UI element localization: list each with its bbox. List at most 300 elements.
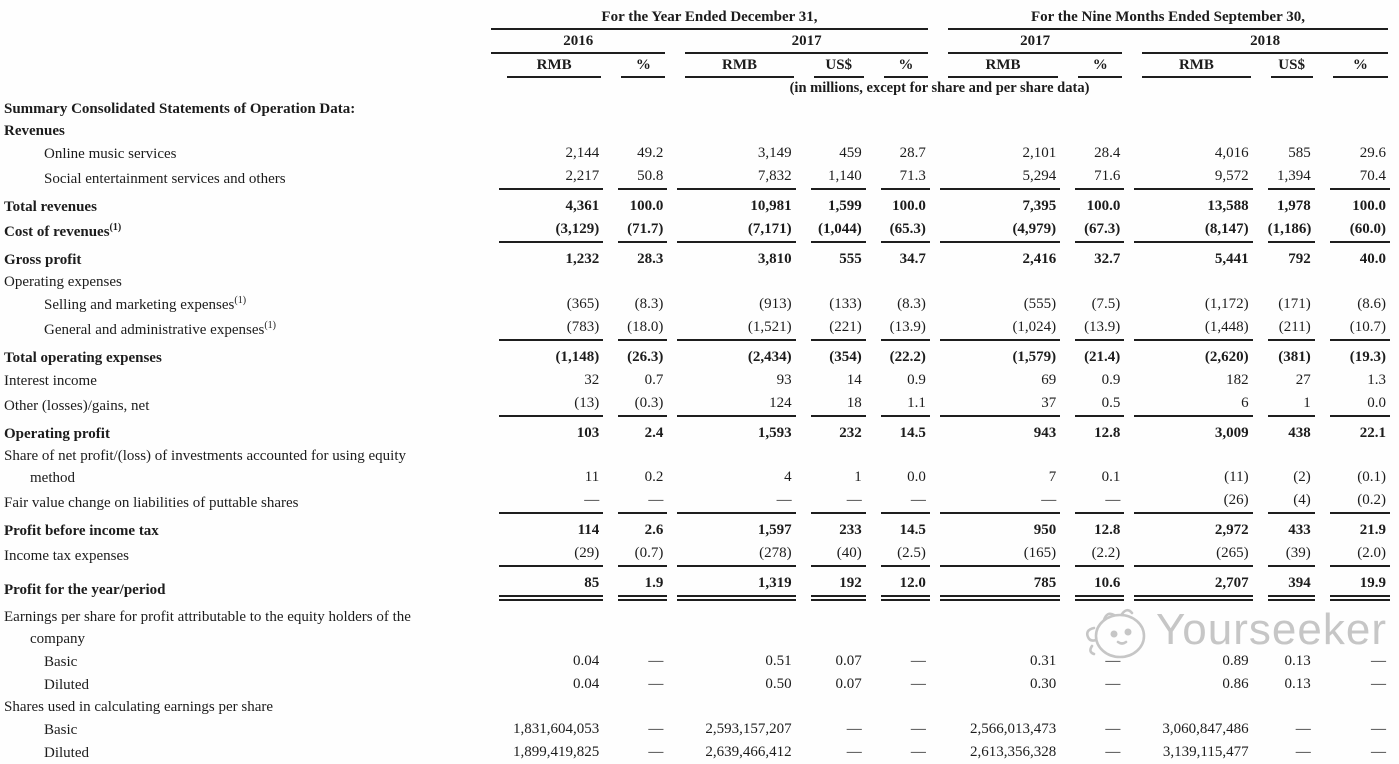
- row-label: Diluted: [44, 677, 89, 693]
- value-cell: 7,395: [1022, 198, 1057, 214]
- value-cell: (71.7): [603, 218, 667, 243]
- value-cell: 40.0: [1359, 251, 1386, 267]
- table-row: [0, 417, 1390, 445]
- value-cell: (265): [1124, 542, 1252, 567]
- row-label: Diluted: [44, 745, 89, 761]
- value-cell: 2,144: [565, 145, 600, 161]
- value-cell: [1124, 98, 1252, 120]
- value-cell: (7,171): [667, 218, 795, 243]
- value-cell: 1,394: [1253, 165, 1315, 190]
- value-cell: [489, 98, 603, 120]
- value-cell: (21.4): [1084, 349, 1121, 365]
- value-cell: —: [1060, 489, 1124, 514]
- value-cell: 0.50: [765, 676, 792, 692]
- table-row: [0, 696, 1390, 718]
- value-cell: 22.1: [1359, 425, 1386, 441]
- value-cell: (4): [1253, 489, 1315, 514]
- value-cell: (19.3): [1349, 349, 1386, 365]
- value-cell: 70.4: [1315, 165, 1390, 190]
- value-cell: (1,024): [930, 316, 1060, 341]
- value-cell: (39): [1253, 542, 1315, 567]
- row-label: Total operating expenses: [4, 350, 162, 366]
- value-cell: [603, 120, 667, 142]
- value-cell: [1060, 601, 1124, 650]
- value-cell: (783): [489, 316, 603, 341]
- table-row: [0, 341, 1390, 369]
- value-cell: —: [1295, 744, 1311, 760]
- value-cell: 100.0: [892, 198, 926, 214]
- row-label: Gross profit: [4, 252, 82, 268]
- value-cell: [866, 271, 930, 293]
- label-column-spacer: [0, 6, 489, 30]
- value-cell: 0.13: [1284, 653, 1311, 669]
- value-cell: (8.6): [1357, 296, 1386, 312]
- value-cell: 950: [1033, 522, 1057, 538]
- value-cell: 1: [854, 469, 862, 485]
- value-cell: 3,810: [757, 251, 792, 267]
- value-cell: 0.04: [573, 676, 600, 692]
- value-cell: (221): [796, 316, 866, 341]
- row-label: Summary Consolidated Statements of Operation Data:: [4, 101, 356, 117]
- value-cell: 433: [1288, 522, 1311, 538]
- value-cell: 1,593: [757, 425, 792, 441]
- value-cell: [667, 271, 795, 293]
- value-cell: 13,588: [1207, 198, 1249, 214]
- table-row: [0, 489, 1390, 514]
- row-label: Profit for the year/period: [4, 582, 166, 598]
- value-cell: (165): [930, 542, 1060, 567]
- value-cell: (1,172): [1204, 296, 1249, 312]
- value-cell: 21.9: [1359, 522, 1386, 538]
- value-cell: (8.3): [897, 296, 926, 312]
- value-cell: 555: [839, 251, 862, 267]
- label-column-spacer: [0, 54, 489, 78]
- col-pct-2017nm: %: [1060, 54, 1124, 78]
- value-cell: [489, 696, 603, 718]
- value-cell: 182: [1226, 372, 1249, 388]
- value-cell: 7,832: [667, 165, 795, 190]
- value-cell: (0.7): [603, 542, 667, 567]
- year-2016: [489, 30, 667, 54]
- value-cell: 29.6: [1359, 145, 1386, 161]
- value-cell: 1: [1253, 392, 1315, 417]
- value-cell: [930, 98, 1060, 120]
- value-cell: [667, 98, 795, 120]
- value-cell: —: [930, 489, 1060, 514]
- value-cell: 1,319: [667, 567, 795, 601]
- value-cell: 114: [577, 522, 600, 538]
- value-cell: 2,639,466,412: [705, 744, 792, 760]
- period-group-year-ended: [489, 6, 930, 30]
- value-cell: [930, 601, 1060, 650]
- value-cell: 93: [776, 372, 792, 388]
- value-cell: (0.2): [1315, 489, 1390, 514]
- value-cell: [796, 601, 866, 650]
- value-cell: —: [1371, 653, 1386, 669]
- table-header: [0, 6, 1390, 98]
- value-cell: (67.3): [1060, 218, 1124, 243]
- value-cell: [1124, 271, 1252, 293]
- value-cell: —: [603, 489, 667, 514]
- year-2018-nine-months: [1124, 30, 1390, 54]
- value-cell: (381): [1278, 349, 1311, 365]
- value-cell: [930, 271, 1060, 293]
- table-row: [0, 142, 1390, 165]
- value-cell: [1253, 98, 1315, 120]
- value-cell: 14.5: [899, 425, 926, 441]
- value-cell: —: [1295, 721, 1311, 737]
- year-2016-label: 2016: [491, 30, 665, 54]
- value-cell: 14: [846, 372, 862, 388]
- value-cell: 792: [1288, 251, 1311, 267]
- value-cell: 585: [1288, 145, 1311, 161]
- value-cell: 459: [839, 145, 862, 161]
- value-cell: (3,129): [489, 218, 603, 243]
- value-cell: [1060, 696, 1124, 718]
- value-cell: [603, 98, 667, 120]
- value-cell: 5,294: [930, 165, 1060, 190]
- value-cell: —: [866, 489, 930, 514]
- value-cell: —: [1105, 653, 1121, 669]
- value-cell: 943: [1033, 425, 1057, 441]
- value-cell: 0.13: [1284, 676, 1311, 692]
- value-cell: —: [648, 721, 664, 737]
- value-cell: (13.9): [866, 316, 930, 341]
- value-cell: 103: [576, 425, 600, 441]
- value-cell: [1315, 601, 1390, 650]
- value-cell: —: [648, 744, 664, 760]
- table-body: [0, 98, 1390, 764]
- value-cell: 0.07: [835, 676, 862, 692]
- value-cell: 1,831,604,053: [513, 721, 600, 737]
- value-cell: 0.0: [1315, 392, 1390, 417]
- value-cell: 785: [930, 567, 1060, 601]
- value-cell: —: [1371, 744, 1386, 760]
- year-2017-nm-label: 2017: [948, 30, 1122, 54]
- value-cell: (2,620): [1204, 349, 1249, 365]
- value-cell: 27: [1295, 372, 1311, 388]
- col-pct-2018: %: [1315, 54, 1390, 78]
- value-cell: (354): [829, 349, 862, 365]
- value-cell: (29): [489, 542, 603, 567]
- value-cell: 1,599: [828, 198, 862, 214]
- value-cell: [489, 601, 603, 650]
- value-cell: (8,147): [1124, 218, 1252, 243]
- value-cell: 0.9: [1101, 372, 1121, 388]
- table-row: [0, 650, 1390, 673]
- value-cell: (2.5): [866, 542, 930, 567]
- value-cell: (13): [489, 392, 603, 417]
- value-cell: 0.2: [644, 469, 664, 485]
- value-cell: [930, 120, 1060, 142]
- value-cell: 394: [1253, 567, 1315, 601]
- value-cell: 19.9: [1315, 567, 1390, 601]
- row-label: General and administrative expenses$^{(1)}$: [44, 320, 277, 338]
- value-cell: 71.6: [1060, 165, 1124, 190]
- value-cell: 32.7: [1094, 251, 1121, 267]
- value-cell: (1,148): [555, 349, 600, 365]
- row-label: Fair value change on liabilities of puttable shares: [4, 495, 299, 511]
- row-label: Cost of revenues$^{(1)}$: [4, 222, 122, 240]
- value-cell: [667, 601, 795, 650]
- value-cell: (2.2): [1060, 542, 1124, 567]
- value-cell: [1315, 696, 1390, 718]
- value-cell: 4,016: [1214, 145, 1249, 161]
- value-cell: —: [910, 721, 926, 737]
- units-note-row: [0, 78, 1390, 98]
- period-group-1-label: For the Year Ended December 31,: [491, 6, 928, 30]
- watermark-brand-text: Yourseeker: [1156, 605, 1387, 654]
- value-cell: 0.31: [1029, 653, 1057, 669]
- year-2017-nine-months: [930, 30, 1124, 54]
- value-cell: [667, 696, 795, 718]
- value-cell: 28.4: [1094, 145, 1121, 161]
- value-cell: —: [796, 489, 866, 514]
- value-cell: [796, 696, 866, 718]
- row-label: Interest income: [4, 373, 97, 389]
- value-cell: 0.04: [573, 653, 600, 669]
- value-cell: 2,613,356,328: [969, 744, 1057, 760]
- value-cell: (26.3): [627, 349, 664, 365]
- row-label: Total revenues: [4, 199, 97, 215]
- value-cell: 3,009: [1214, 425, 1249, 441]
- value-cell: (365): [566, 296, 600, 312]
- table-row: [0, 243, 1390, 271]
- row-label: Revenues: [4, 123, 65, 139]
- row-label: Online music services: [44, 146, 177, 162]
- value-cell: [1124, 120, 1252, 142]
- value-cell: 4,361: [565, 198, 600, 214]
- value-cell: [489, 271, 603, 293]
- value-cell: 9,572: [1124, 165, 1252, 190]
- value-cell: (0.1): [1357, 469, 1386, 485]
- value-cell: 2,217: [489, 165, 603, 190]
- value-cell: 2.6: [644, 522, 664, 538]
- value-cell: 14.5: [899, 522, 926, 538]
- value-cell: 438: [1288, 425, 1311, 441]
- value-cell: 71.3: [866, 165, 930, 190]
- table-row: [0, 98, 1390, 120]
- value-cell: [603, 696, 667, 718]
- value-cell: [866, 696, 930, 718]
- value-cell: (0.3): [603, 392, 667, 417]
- value-cell: (10.7): [1315, 316, 1390, 341]
- row-label: Basic: [44, 654, 78, 670]
- value-cell: 2,416: [1022, 251, 1057, 267]
- value-cell: 0.89: [1222, 653, 1249, 669]
- value-cell: 233: [839, 522, 862, 538]
- row-label: Share of net profit/(loss) of investments accounted for using equity method: [4, 448, 406, 486]
- table-row: [0, 542, 1390, 567]
- label-column-spacer: [0, 30, 489, 54]
- value-cell: (7.5): [1091, 296, 1121, 312]
- table-row: [0, 293, 1390, 316]
- value-cell: —: [1371, 721, 1386, 737]
- value-cell: 1,597: [757, 522, 792, 538]
- value-cell: [866, 601, 930, 650]
- value-cell: 1.1: [866, 392, 930, 417]
- value-cell: 18: [796, 392, 866, 417]
- value-cell: [1060, 120, 1124, 142]
- period-group-2-label: For the Nine Months Ended September 30,: [948, 6, 1388, 30]
- value-cell: —: [846, 721, 862, 737]
- value-cell: (40): [796, 542, 866, 567]
- value-cell: 49.2: [637, 145, 664, 161]
- table-row: [0, 392, 1390, 417]
- value-cell: (2.0): [1315, 542, 1390, 567]
- table-row: [0, 271, 1390, 293]
- table-row: [0, 514, 1390, 542]
- value-cell: 0.30: [1029, 676, 1057, 692]
- value-cell: —: [1105, 721, 1121, 737]
- value-cell: (22.2): [889, 349, 926, 365]
- value-cell: —: [1105, 676, 1121, 692]
- table-row: [0, 165, 1390, 190]
- table-row: [0, 445, 1390, 489]
- value-cell: (555): [1023, 296, 1057, 312]
- value-cell: 2.4: [644, 425, 664, 441]
- value-cell: —: [1105, 744, 1121, 760]
- value-cell: —: [1371, 676, 1386, 692]
- value-cell: —: [489, 489, 603, 514]
- value-cell: 0.7: [644, 372, 664, 388]
- value-cell: 69: [1041, 372, 1057, 388]
- year-2018-label: 2018: [1142, 30, 1388, 54]
- footnote-marker: (1): [234, 295, 247, 306]
- row-label: Selling and marketing expenses$^{(1)}$: [44, 295, 247, 313]
- value-cell: (8.3): [634, 296, 664, 312]
- value-cell: [1060, 271, 1124, 293]
- value-cell: 12.0: [866, 567, 930, 601]
- value-cell: 6: [1124, 392, 1252, 417]
- value-cell: (11): [1224, 469, 1249, 485]
- col-rmb-2016: RMB: [489, 54, 603, 78]
- footnote-marker: (1): [109, 222, 122, 233]
- col-rmb-2017: RMB: [667, 54, 795, 78]
- value-cell: —: [648, 653, 664, 669]
- value-cell: —: [648, 676, 664, 692]
- row-label: Earnings per share for profit attributable to the equity holders of the company: [4, 609, 411, 647]
- value-cell: (133): [829, 296, 862, 312]
- value-cell: 0.1: [1101, 469, 1121, 485]
- period-group-nine-months: [930, 6, 1390, 30]
- value-cell: (26): [1124, 489, 1252, 514]
- table-row: [0, 741, 1390, 764]
- operations-data-table: [0, 6, 1390, 764]
- table-row: [0, 316, 1390, 341]
- value-cell: —: [667, 489, 795, 514]
- value-cell: 1,899,419,825: [513, 744, 600, 760]
- value-cell: 3,149: [757, 145, 792, 161]
- units-note: (in millions, except for share and per share data): [789, 80, 1090, 96]
- value-cell: 10.6: [1060, 567, 1124, 601]
- value-cell: 11: [584, 469, 600, 485]
- value-cell: 4: [784, 469, 792, 485]
- value-cell: [1124, 601, 1252, 650]
- value-cell: 1.9: [603, 567, 667, 601]
- period-header-row: [0, 6, 1390, 30]
- col-rmb-2018: RMB: [1124, 54, 1252, 78]
- value-cell: 192: [796, 567, 866, 601]
- value-cell: [1315, 271, 1390, 293]
- table-row: [0, 673, 1390, 696]
- value-cell: 32: [584, 372, 600, 388]
- value-cell: 2,566,013,473: [969, 721, 1057, 737]
- value-cell: (1,448): [1124, 316, 1252, 341]
- value-cell: 0.86: [1222, 676, 1249, 692]
- value-cell: (1,521): [667, 316, 795, 341]
- value-cell: 100.0: [1352, 198, 1386, 214]
- table-row: [0, 718, 1390, 741]
- value-cell: [930, 696, 1060, 718]
- value-cell: 5,441: [1214, 251, 1249, 267]
- value-cell: —: [910, 676, 926, 692]
- value-cell: 0.07: [835, 653, 862, 669]
- value-cell: 12.8: [1094, 522, 1121, 538]
- value-cell: [603, 271, 667, 293]
- value-cell: —: [910, 653, 926, 669]
- value-cell: [1315, 120, 1390, 142]
- value-cell: [866, 98, 930, 120]
- year-header-row: [0, 30, 1390, 54]
- value-cell: 50.8: [603, 165, 667, 190]
- value-cell: (211): [1253, 316, 1315, 341]
- value-cell: 124: [667, 392, 795, 417]
- value-cell: 0.9: [907, 372, 926, 388]
- value-cell: 0.5: [1060, 392, 1124, 417]
- col-pct-2017: %: [866, 54, 930, 78]
- value-cell: 2,707: [1124, 567, 1252, 601]
- value-cell: (1,579): [1012, 349, 1057, 365]
- value-cell: —: [846, 744, 862, 760]
- value-cell: (2,434): [747, 349, 792, 365]
- value-cell: (4,979): [930, 218, 1060, 243]
- value-cell: 28.3: [637, 251, 664, 267]
- value-cell: 85: [489, 567, 603, 601]
- value-cell: [796, 98, 866, 120]
- value-cell: 34.7: [899, 251, 926, 267]
- col-usd-2018: US$: [1253, 54, 1315, 78]
- value-cell: —: [910, 744, 926, 760]
- year-2017: [667, 30, 930, 54]
- value-cell: [1060, 98, 1124, 120]
- value-cell: [796, 271, 866, 293]
- col-pct-2016: %: [603, 54, 667, 78]
- value-cell: 12.8: [1094, 425, 1121, 441]
- value-cell: [1253, 601, 1315, 650]
- value-cell: (2): [1293, 469, 1311, 485]
- row-label: Operating profit: [4, 426, 110, 442]
- col-rmb-2017nm: RMB: [930, 54, 1060, 78]
- value-cell: [1124, 696, 1252, 718]
- value-cell: 100.0: [629, 198, 664, 214]
- value-cell: 0.0: [907, 469, 926, 485]
- currency-header-row: [0, 54, 1390, 78]
- value-cell: [866, 120, 930, 142]
- row-label: Operating expenses: [4, 274, 122, 290]
- value-cell: 10,981: [750, 198, 792, 214]
- value-cell: 1.3: [1367, 372, 1386, 388]
- col-usd-2017: US$: [796, 54, 866, 78]
- table-row: [0, 218, 1390, 243]
- table-row: [0, 601, 1390, 650]
- row-label: Profit before income tax: [4, 523, 159, 539]
- value-cell: 3,060,847,486: [1162, 721, 1249, 737]
- value-cell: (278): [667, 542, 795, 567]
- row-label: Social entertainment services and others: [44, 171, 286, 187]
- value-cell: 1,140: [796, 165, 866, 190]
- value-cell: 7: [1048, 469, 1057, 485]
